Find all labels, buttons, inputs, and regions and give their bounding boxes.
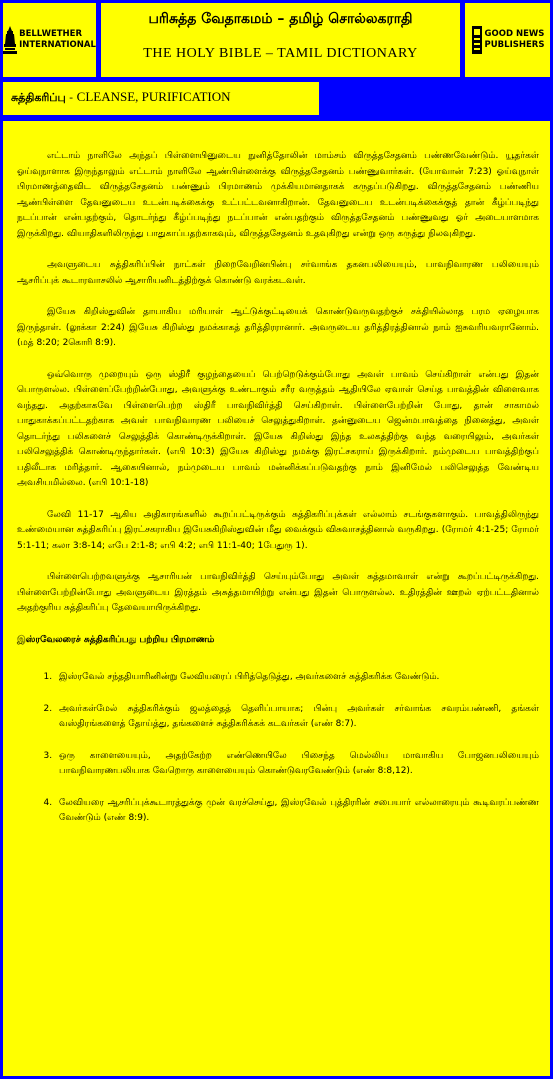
- topic-tamil: சுத்திகரிப்பு: [11, 91, 66, 104]
- list-item: 4. லேவியரை ஆசரிப்புக்கூடாரத்துக்கு முன் வரச்செய்து, இஸ்ரவேல் புத்திரரின் சபையார் எல்லாரையும் கூடிவரப்பண்ண வேண்டும் (எண் 8:9).: [55, 796, 539, 827]
- list-item: 2. அவர்கள்மேல் சுத்திகரிக்கும் ஜலத்தைத் தெளிப்பாயாக; பின்பு அவர்கள் சர்வாங்க சவரம்பண்ணி, தங்கள் வஸ்திரங்களைத் தோய்த்து, தங்களைச் சுத்திகரிக்கக் கடவர்கள் (எண் 8:7).: [55, 702, 539, 733]
- left-logo-box: [3, 3, 96, 77]
- paragraph-leviticus-rituals: லேவி 11-17 ஆகிய அதிகாரங்களில் கூறப்பட்டிருக்கும் சுத்திகரிப்புக்கள் எல்லாம் சடங்குகளாகும். பாவத்திலிருந்து உண்மையான சுத்திகரிப்பு இரட்சகராகிய இயேசுகிறிஸ்துவின் மீது வைக்கும் விசுவாசத்தினால் வருகிறது. (ரோமர் 4:1-25; ரோமர் 5:1-11; கலா 3:8-14; எபே 2:1-8; எபி 4:2; எபி 11:1-40; 1பேதுரு 1).: [17, 509, 539, 551]
- list-item: 3. ஒரு காளையையும், அதற்கேற்ற எண்ணெயிலே பிசைந்த மெல்லிய மாவாகிய போஜனபலியையும் பாவநிவாரணபலியாக வேறொரு காளையையும் கொண்டுவரவேண்டும் (எண் 8:8,12).: [55, 749, 539, 780]
- paragraph-mary-offering: இயேசு கிறிஸ்துவின் தாயாகிய மரியாள் ஆட்டுக்குட்டியைக் கொண்டுவருவதற்குச் சக்தியில்லாத பரம ஏழையாக இருந்தாள். (லூக்கா 2:24) இயேசு கிறிஸ்து நமக்காகத் தரித்திரரானார். அவருடைய தரித்திரத்தினால் நாம் ஐசுவரியவரானோம். (மத் 8:20; 2கொரி 8:9).: [17, 307, 539, 348]
- topic-separator: -: [65, 91, 77, 104]
- article-body: [3, 121, 550, 1076]
- good-news-mark-icon: [471, 26, 483, 54]
- title-tamil: பரிசுத்த வேதாகமம் – தமிழ் சொல்லகராதி: [148, 11, 413, 27]
- topic-heading-box: [3, 82, 319, 115]
- bellwether-mark-icon: [3, 26, 17, 54]
- paragraph-purification-days: அவளுடைய சுத்திகரிப்பின் நாட்கள் நிறைவேறினபின்பு சர்வாங்க தகனபலியையும், பாவநிவாரண பலியையும் ஆசரிப்புக் கூடாரவாசலில் ஆசாரியனிடத்திற்குக் கொண்டு வரக்கடவள்.: [17, 260, 539, 286]
- left-logo-line-1: BELLWETHER: [19, 29, 83, 39]
- right-logo-box: [465, 3, 550, 77]
- bellwether-logo: [3, 26, 96, 54]
- section-title-levites: இஸ்ரவேலரைச் சுத்திகரிப்பது பற்றிய பிரமாணம்: [17, 634, 215, 645]
- header-title-box: [101, 3, 460, 77]
- title-english: THE HOLY BIBLE – TAMIL DICTIONARY: [143, 46, 418, 61]
- paragraph-childbirth-sin: ஒவ்வொரு முறையும் ஒரு ஸ்திரீ குழந்தையைப் பெற்றெடுக்கும்போது அவள் பாவம் செய்கிறாள் என்பது இதன் பொருளல்ல. பிள்ளைப்பேற்றின்போது, அவளுக்கு உண்டாகும் சரீர வருத்தம் ஆதியிலே ஏவாள் செய்த பாவத்தின் விளைவாக வந்தது. அதற்காகவே பிள்ளைபெற்ற ஸ்திரீ பாவநிவிர்த்தி செய்கிறாள். பிள்ளைபேற்றின் போது, தான் சாகாமல் பாதுகாக்கப்பட்டதற்காக அவள் பாவநிவாரண பலியைச் செலுத்துகிறாள். தன்னுடைய ஜென்மபாவத்தை நினைத்து, அவள் தொடர்ந்து பலிகளைச் செலுத்திக் கொண்டிருக்கிறாள். இயேசு கிறிஸ்து இந்த உலகத்திற்கு வந்த வரையிலும், அவர்கள் பலிசெலுத்திக் கொண்டிருந்தார்கள். (எபி 10:3) இயேசு கிறிஸ்து நமக்கு இரட்சகராய் இருக்கிறார். நம்முடைய பாவத்திற்குப் பதிலீடாக மரித்தார். ஆகையினால், நம்முடைய பாவம் மன்னிக்கப்படுவதற்கு நாம் இனிமேல் பலிசெலுத்த வேண்டிய அவசியமில்லை. (எபி 10:1-18): [17, 369, 539, 488]
- right-logo-line-1: GOOD NEWS: [484, 29, 545, 39]
- topic-english: CLEANSE, PURIFICATION: [76, 89, 231, 104]
- paragraph-circumcision: எட்டாம் நாளிலே அந்தப் பிள்ளையினுடைய நுனித்தோலின் மாம்சம் விருத்தசேதனம் பண்ணவேண்டும். யூதர்கள் ஓய்வுநாளாக இருந்தாலும் எட்டாம் நாளிலே ஆண்பிள்ளைக்கு விருத்தசேதனம் பண்ணுவார்கள். (யோவான் 7:23) ஓய்வுநாள் பிரமாணத்தைவிட விருத்தசேதனம் பண்ணும் பிரமாணம் முக்கியமானதாகக் கருதப்படுகிறது. விருத்தசேதனம் பண்ணிய ஆண்பிள்ளை தேவனுடைய உடன்படிக்கைக்கு உட்பட்டவனாகிறான். தேவனுடைய உடன்படிக்கைக்குத் தான் கீழ்ப்படிந்து நடப்பான் என்பதற்கும், தொடர்ந்து கீழ்ப்படிந்து நடப்பான் என்பதற்கும் விருத்தசேதனம் பண்ணுவது ஓர் அடையாளமாக இருக்கிறது. வியாதிகளிலிருந்து பாதுகாப்பதற்காகவும், விருத்தசேதனம் உதவுகிறது என்று ஒரு கருத்து நிலவுகிறது.: [17, 151, 539, 239]
- paragraph-priest-atonement: பிள்ளைபெற்றவளுக்கு ஆசாரியன் பாவநிவிர்த்தி செய்யும்போது அவள் சுத்தமாவாள் என்று கூறப்பட்டிருக்கிறது. பிள்ளைபேற்றின்போது அவளுடைய இரத்தம் அசுத்தமாயிற்று என்பது இதன் பொருளல்ல. உதிரத்தின் ஊறல் ஏற்பட்டதினால் அதற்குரிய சுத்திகரிப்பு தேவையாயிருக்கிறது.: [17, 572, 539, 613]
- left-logo-line-2: INTERNATIONAL: [19, 40, 96, 50]
- good-news-logo: [471, 26, 545, 54]
- list-item: 1. இஸ்ரவேல் சந்ததியாரினின்று லேவியரைப் பிரித்தெடுத்து, அவர்களைச் சுத்திகரிக்க வேண்டும்.: [55, 670, 539, 686]
- levites-purification-list: [17, 670, 539, 827]
- right-logo-line-2: PUBLISHERS: [484, 40, 545, 50]
